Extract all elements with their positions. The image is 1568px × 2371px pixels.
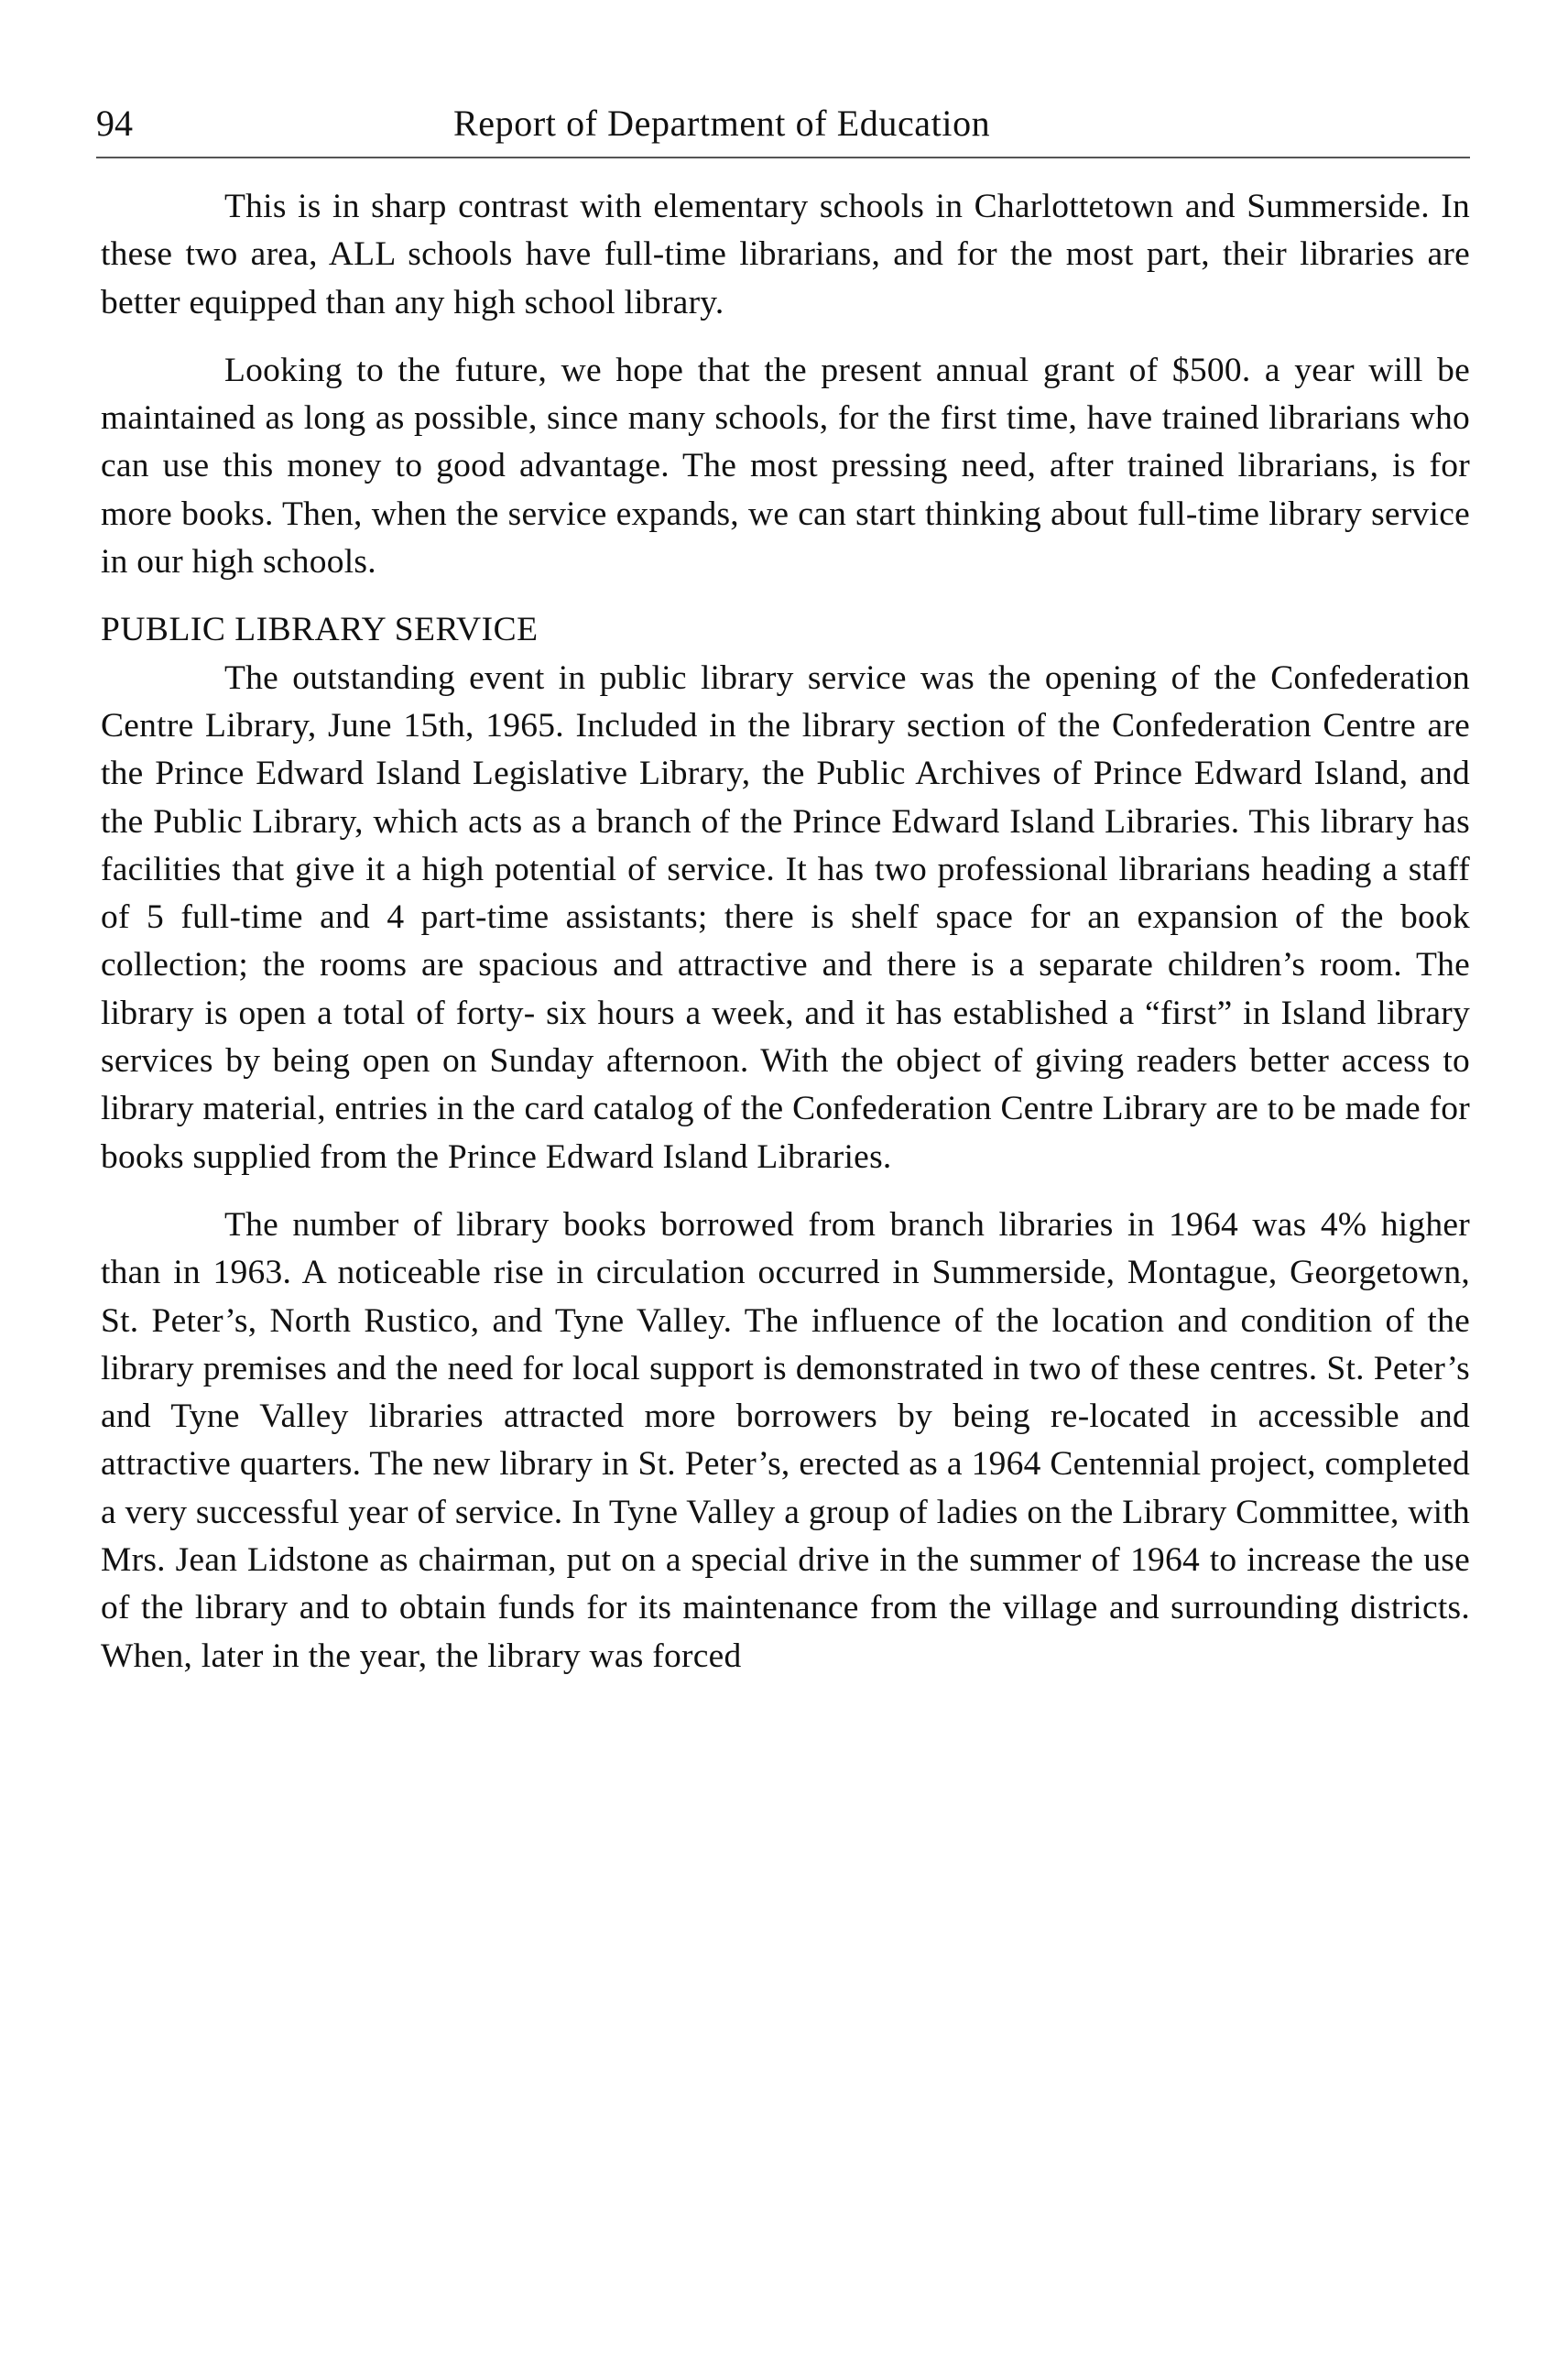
paragraph-confederation-centre: The outstanding event in public library service was the opening of the Confederation Centre Library, June 15th, 1965. Included in the library section of the Confederation Centre are the Prince Edward Island Legislative Library, the Public Archives of Prince Edward Island, and the Public Library, which acts as a branch of the Prince Edward Island Libraries. This library has facilities that give it a high potential of service. It has two professional librarians heading a staff of 5 full-time and 4 part-time assistants; there is shelf space for an expansion of the book collection; the rooms are spacious and attractive and there is a separate children’s room. The library is open a total of forty- six hours a week, and it has established a “first” in Island library services by being open on Sunday afternoon. With the object of giving readers better access to library material, entries in the card catalog of the Confederation Centre Library are to be made for books supplied from the Prince Edward Island Libraries.	[101, 658, 1470, 1176]
page-number: 94	[96, 103, 133, 144]
paragraph-branch-circulation: The number of library books borrowed from branch libraries in 1964 was 4% higher than in 1963. A noticeable rise in circulation occurred in Summerside, Montague, Georgetown, St. Peter’s, North Rustico, and Tyne Valley. The influence of the location and condition of the library premises and the need for local support is demonstrated in two of these centres. St. Peter’s and Tyne Valley libraries attracted more borrowers by being re-located in accessible and attractive quarters. The new library in St. Peter’s, erected as a 1964 Centennial project, completed a very successful year of service. In Tyne Valley a group of ladies on the Library Committee, with Mrs. Jean Lidstone as chairman, put on a special drive in the summer of 1964 to increase the use of the library and to obtain funds for its maintenance from the village and surrounding districts. When, later in the year, the library was forced	[101, 1205, 1470, 1675]
paragraph-future-grant: Looking to the future, we hope that the present annual grant of $500. a year will be maintained as long as possible, since many schools, for the first time, have trained librarians who can use this money to good advantage. The most pressing need, after trained librarians, is for more books. Then, when the service expands, we can start thinking about full-time library service in our high schools.	[101, 351, 1470, 582]
section-heading-public-library-service: PUBLIC LIBRARY SERVICE	[101, 611, 539, 649]
body-text	[101, 183, 1470, 1680]
header-title: Report of Department of Education	[453, 103, 991, 144]
paragraph-elementary-contrast: This is in sharp contrast with elementary schools in Charlottetown and Summerside. In these two area, ALL schools have full-time librarians, and for the most part, their libraries are better equipped than any high school library.	[101, 188, 1470, 321]
running-header	[96, 96, 1470, 151]
header-rule	[96, 157, 1470, 158]
